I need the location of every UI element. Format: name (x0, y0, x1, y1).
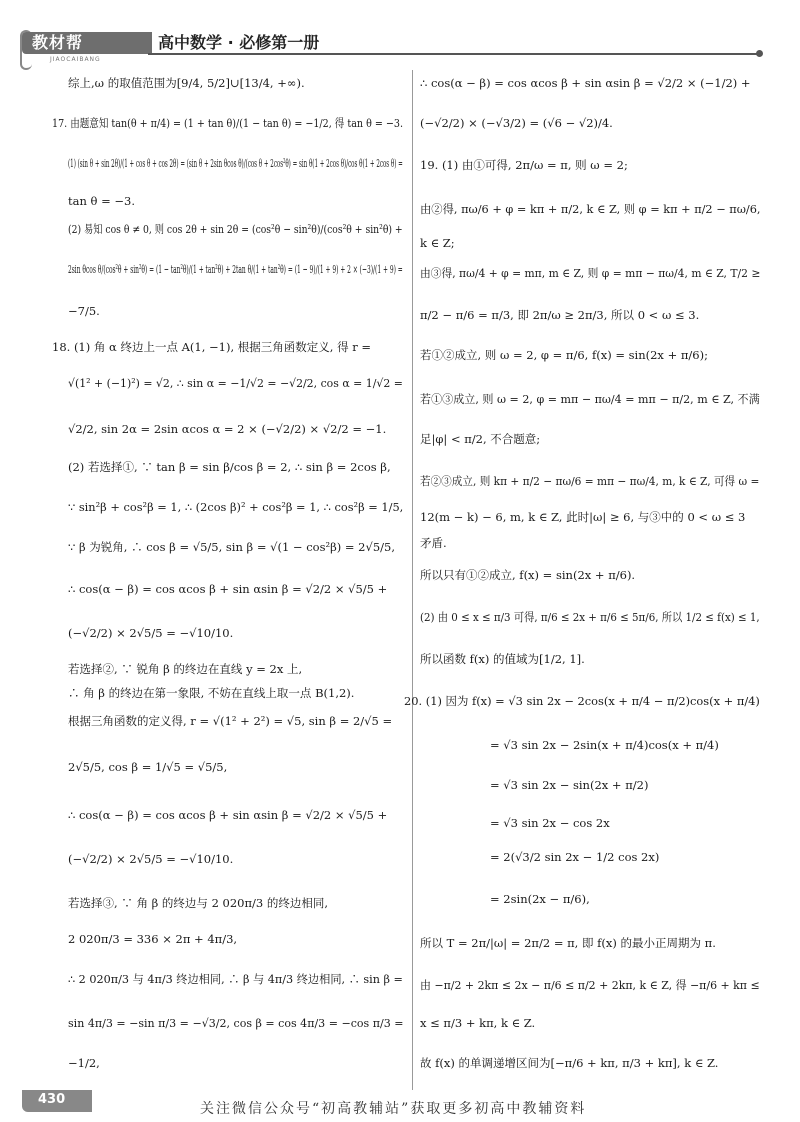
text-line: 19. (1) 由①可得, 2π/ω = π, 则 ω = 2; (420, 158, 628, 172)
text-line: x ≤ π/3 + kπ, k ∈ Z. (420, 1016, 536, 1030)
text-line: k ∈ Z; (420, 236, 455, 250)
text-line: 若①②成立, 则 ω = 2, φ = π/6, f(x) = sin(2x + π/6); (420, 348, 708, 362)
text-line: −1/2, (68, 1056, 100, 1070)
text-line: 所以只有①②成立, f(x) = sin(2x + π/6). (420, 568, 636, 582)
text-line: 2sin θcos θ/(cos²θ + sin²θ) = (1 − tan²θ)/(1 + tan²θ) + 2tan θ/(1 + tan²θ) = (1 − 9)/(1 + 9) + 2 × (−3)/(1 + 9) = (68, 262, 403, 276)
text-line: = √3 sin 2x − sin(2x + π/2) (490, 778, 649, 792)
book-title: 高中数学 · 必修第一册 (158, 33, 320, 52)
text-line: −7/5. (68, 304, 100, 318)
text-line: (−√2/2) × 2√5/5 = −√10/10. (68, 626, 234, 640)
text-line: (1) (sin θ + sin 2θ)/(1 + cos θ + cos 2θ) = (sin θ + 2sin θcos θ)/(cos θ + 2cos²θ) = sin θ(1 + 2cos θ)/cos θ(1 + 2cos θ) = (68, 156, 403, 170)
text-line: 故 f(x) 的单调递增区间为[−π/6 + kπ, π/3 + kπ], k ∈ Z. (420, 1056, 719, 1070)
text-line: √(1² + (−1)²) = √2, ∴ sin α = −1/√2 = −√2/2, cos α = 1/√2 = (68, 376, 403, 390)
text-line: 20. (1) 因为 f(x) = √3 sin 2x − 2cos(x + π/4 − π/2)cos(x + π/4) (404, 694, 760, 708)
text-line: 由 −π/2 + 2kπ ≤ 2x − π/6 ≤ π/2 + 2kπ, k ∈ Z, 得 −π/6 + kπ ≤ (420, 978, 760, 992)
text-line: 所以函数 f(x) 的值域为[1/2, 1]. (420, 652, 585, 666)
text-line: 18. (1) 角 α 终边上一点 A(1, −1), 根据三角函数定义, 得 r = (52, 340, 372, 354)
page-header (0, 0, 800, 70)
text-line: = 2(√3/2 sin 2x − 1/2 cos 2x) (490, 850, 660, 864)
text-line: 若选择②, ∵ 锐角 β 的终边在直线 y = 2x 上, (68, 662, 303, 676)
text-line: π/2 − π/6 = π/3, 即 2π/ω ≥ 2π/3, 所以 0 < ω ≤ 3. (420, 308, 700, 322)
text-line: ∴ cos(α − β) = cos αcos β + sin αsin β = √2/2 × (−1/2) + (420, 76, 751, 90)
text-line: ∵ sin²β + cos²β = 1, ∴ (2cos β)² + cos²β = 1, ∴ cos²β = 1/5, (68, 500, 404, 514)
text-line: 矛盾. (420, 536, 447, 550)
text-line: (−√2/2) × (−√3/2) = (√6 − √2)/4. (420, 116, 613, 130)
text-line: 综上,ω 的取值范围为[9/4, 5/2]∪[13/4, +∞). (68, 76, 305, 90)
text-line: 若①③成立, 则 ω = 2, φ = mπ − πω/4 = mπ − π/2, m ∈ Z, 不满 (420, 392, 760, 406)
text-line: 12(m − k) − 6, m, k ∈ Z, 此时|ω| ≥ 6, 与③中的 0 < ω ≤ 3 (420, 510, 746, 524)
text-line: 17. 由题意知 tan(θ + π/4) = (1 + tan θ)/(1 − tan θ) = −1/2, 得 tan θ = −3. (52, 116, 403, 130)
text-line: 所以 T = 2π/|ω| = 2π/2 = π, 即 f(x) 的最小正周期为 π. (420, 936, 716, 950)
text-line: √2/2, sin 2α = 2sin αcos α = 2 × (−√2/2) × √2/2 = −1. (68, 422, 387, 436)
footer-note: 关注微信公众号“初高教辅站”获取更多初高中教辅资料 (200, 1101, 587, 1117)
brand-name: 教材帮 (32, 33, 84, 52)
text-line: 由②得, πω/6 + φ = kπ + π/2, k ∈ Z, 则 φ = kπ + π/2 − πω/6, (420, 202, 761, 216)
text-line: 足|φ| < π/2, 不合题意; (420, 432, 541, 446)
text-line: = 2sin(2x − π/6), (490, 892, 590, 906)
header-rule-dot (756, 50, 763, 57)
page-number: 430 (38, 1092, 66, 1107)
text-line: = √3 sin 2x − 2sin(x + π/4)cos(x + π/4) (490, 738, 719, 752)
text-line: (−√2/2) × 2√5/5 = −√10/10. (68, 852, 234, 866)
brand-subtitle: JIAOCAIBANG (50, 56, 101, 63)
text-line: 根据三角函数的定义得, r = √(1² + 2²) = √5, sin β = 2/√5 = (68, 714, 393, 728)
text-line: 若选择③, ∵ 角 β 的终边与 2 020π/3 的终边相同, (68, 896, 329, 910)
text-line: ∴ 2 020π/3 与 4π/3 终边相同, ∴ β 与 4π/3 终边相同, ∴ sin β = (68, 972, 403, 986)
text-line: 由③得, πω/4 + φ = mπ, m ∈ Z, 则 φ = mπ − πω/4, m ∈ Z, T/2 ≥ (420, 266, 761, 280)
text-line: 2√5/5, cos β = 1/√5 = √5/5, (68, 760, 228, 774)
text-line: 若②③成立, 则 kπ + π/2 − πω/6 = mπ − πω/4, m, k ∈ Z, 可得 ω = (420, 474, 760, 488)
text-line: ∴ 角 β 的终边在第一象限, 不妨在直线上取一点 B(1,2). (68, 686, 355, 700)
text-line: = √3 sin 2x − cos 2x (490, 816, 610, 830)
text-line: 2 020π/3 = 336 × 2π + 4π/3, (68, 932, 238, 946)
text-line: ∵ β 为锐角, ∴ cos β = √5/5, sin β = √(1 − cos²β) = 2√5/5, (68, 540, 395, 554)
text-line: ∴ cos(α − β) = cos αcos β + sin αsin β = √2/2 × √5/5 + (68, 808, 388, 822)
text-line: (2) 若选择①, ∵ tan β = sin β/cos β = 2, ∴ sin β = 2cos β, (68, 460, 391, 474)
column-divider (412, 70, 413, 1090)
text-line: ∴ cos(α − β) = cos αcos β + sin αsin β = √2/2 × √5/5 + (68, 582, 388, 596)
text-line: tan θ = −3. (68, 194, 136, 208)
text-line: (2) 由 0 ≤ x ≤ π/3 可得, π/6 ≤ 2x + π/6 ≤ 5π/6, 所以 1/2 ≤ f(x) ≤ 1, (420, 610, 760, 624)
text-line: sin 4π/3 = −sin π/3 = −√3/2, cos β = cos 4π/3 = −cos π/3 = (68, 1016, 404, 1030)
header-rule (148, 53, 758, 55)
text-line: (2) 易知 cos θ ≠ 0, 则 cos 2θ + sin 2θ = (cos²θ − sin²θ)/(cos²θ + sin²θ) + (68, 222, 403, 236)
